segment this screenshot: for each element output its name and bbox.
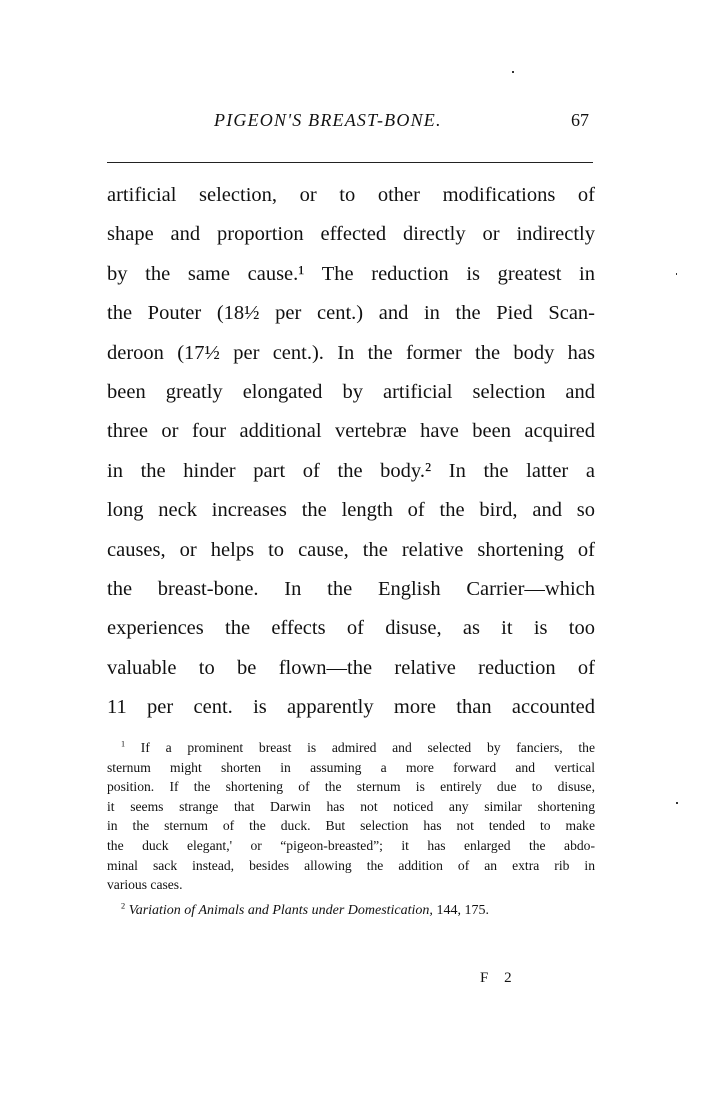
footnote-2-title: Variation of Animals and Plants under Domestication, (128, 902, 433, 918)
body-line: the breast-bone. In the English Carrier—which (107, 577, 595, 600)
footnote-1-line: sternum might shorten in assuming a more forward and vertical (107, 759, 595, 775)
footnote-1-marker: 1 (121, 739, 126, 749)
body-line: valuable to be flown—the relative reduction of (107, 656, 595, 679)
scan-speck (676, 273, 677, 275)
signature-mark: F 2 (480, 970, 518, 986)
body-line: in the hinder part of the body.² In the latter a (107, 459, 595, 482)
body-line: been greatly elongated by artificial selection and (107, 380, 595, 403)
body-line: by the same cause.¹ The reduction is greatest in (107, 262, 595, 285)
scan-speck (676, 802, 678, 804)
footnote-2 (107, 899, 595, 923)
body-line: 11 per cent. is apparently more than accounted (107, 696, 595, 719)
body-text (107, 176, 595, 727)
body-line: causes, or helps to cause, the relative shortening of (107, 538, 595, 561)
footnote-1-line: various cases. (107, 877, 183, 893)
header-rule (107, 162, 593, 163)
body-line: long neck increases the length of the bird, and so (107, 499, 595, 522)
page-number: 67 (571, 110, 589, 130)
footnote-1-line-first (107, 738, 595, 758)
footnote-1-line: position. If the shortening of the sternum is entirely due to disuse, (107, 779, 595, 795)
body-line: shape and proportion effected directly or indirectly (107, 223, 595, 246)
body-line: the Pouter (18½ per cent.) and in the Pied Scan- (107, 302, 595, 325)
footnote-1-line: in the sternum of the duck. But selection has not tended to make (107, 818, 595, 834)
body-line: experiences the effects of disuse, as it is too (107, 617, 595, 640)
body-line: artificial selection, or to other modifications of (107, 184, 595, 206)
body-line: three or four additional vertebræ have been acquired (107, 420, 595, 443)
running-title: PIGEON'S BREAST-BONE. (214, 110, 442, 130)
footnote-2-pages: 144, 175. (436, 902, 489, 918)
footnote-1-line: it seems strange that Darwin has not noticed any similar shortening (107, 798, 595, 814)
footnotes (107, 738, 595, 923)
footnote-1-text: If a prominent breast is admired and selected by fanciers, the (140, 740, 595, 755)
footnote-2-marker: 2 (121, 901, 126, 911)
footnote-1-line: minal sack instead, besides allowing the addition of an extra rib in (107, 857, 595, 873)
running-header (0, 100, 727, 140)
footnote-1-line: the duck elegant,' or “pigeon-breasted”; it has enlarged the abdo- (107, 837, 595, 853)
body-line: deroon (17½ per cent.). In the former the body has (107, 341, 595, 364)
scan-speck (512, 71, 514, 73)
